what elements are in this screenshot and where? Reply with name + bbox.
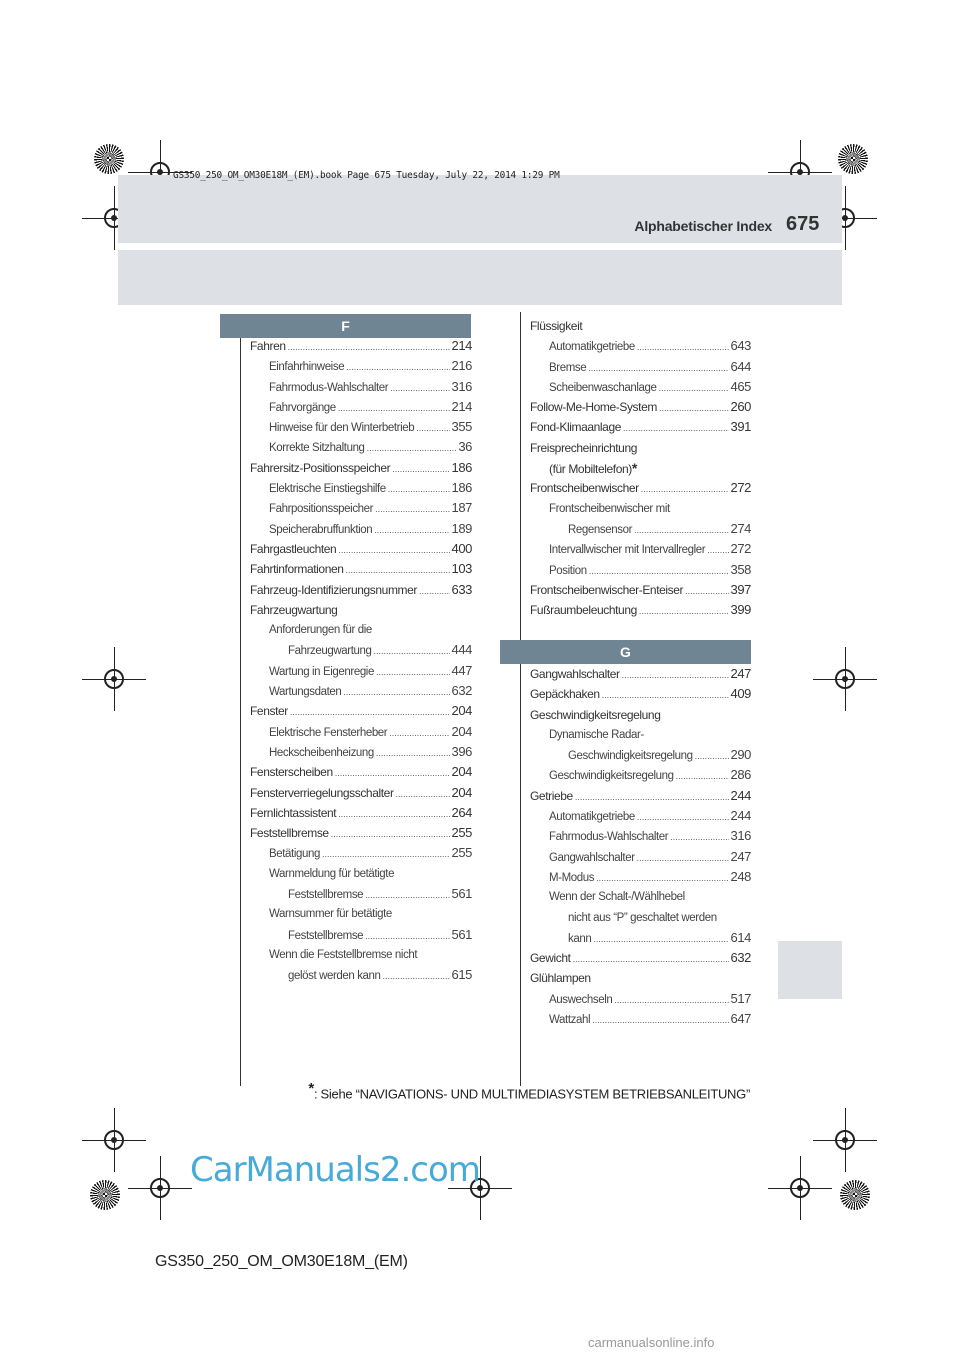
index-entry-page: 247 xyxy=(730,848,751,864)
index-entry xyxy=(530,539,751,559)
index-entry-page: 633 xyxy=(451,581,472,597)
index-entry-label: Follow-Me-Home-System xyxy=(530,400,657,415)
index-entry-page: 561 xyxy=(451,886,472,902)
index-entry xyxy=(250,417,472,437)
index-entry-label: Wartungsdaten xyxy=(269,686,342,699)
index-entry xyxy=(530,397,751,417)
index-entry-page: 399 xyxy=(730,602,751,618)
index-entry xyxy=(530,968,751,988)
footer-code: GS350_250_OM_OM30E18M_(EM) xyxy=(155,1253,408,1270)
page-title: Alphabetischer Index xyxy=(634,218,772,234)
dot-leader xyxy=(592,1010,728,1030)
index-entry xyxy=(250,762,472,782)
index-entry xyxy=(530,867,751,887)
index-entry-label: Anforderungen für die xyxy=(269,624,372,637)
index-entry-page: 244 xyxy=(730,808,751,824)
index-entry xyxy=(250,722,472,742)
index-entry-label: Position xyxy=(549,564,587,577)
index-entry-label: Heckscheibenheizung xyxy=(269,746,374,759)
dot-leader xyxy=(396,784,450,804)
index-entry-label: Fußraumbeleuchtung xyxy=(530,603,637,618)
index-entry xyxy=(250,965,472,985)
dot-leader xyxy=(335,763,450,783)
index-entry xyxy=(530,417,751,437)
index-entry-label: Gangwahlschalter xyxy=(549,851,635,864)
index-entry-page: 409 xyxy=(730,686,751,702)
index-entry-label: Wattzahl xyxy=(549,1014,591,1027)
index-entry xyxy=(250,600,472,620)
section-header-g: G xyxy=(500,640,751,664)
index-entry-page: 186 xyxy=(451,480,472,496)
index-entry-label: Fahrtinformationen xyxy=(250,562,344,577)
index-entry-label: Regensensor xyxy=(568,523,633,536)
registration-sunburst-icon xyxy=(840,1180,870,1210)
index-entry-page: 204 xyxy=(451,723,472,739)
dot-leader xyxy=(390,378,449,398)
index-entry xyxy=(530,600,751,620)
index-entry xyxy=(250,397,472,417)
index-entry-page: 204 xyxy=(451,703,472,719)
index-entry-label: Glühlampen xyxy=(530,971,591,986)
index-entry xyxy=(530,357,751,377)
section-header-f: F xyxy=(220,314,471,338)
index-entry-label: Feststellbremse xyxy=(288,929,364,942)
footnote-star: * xyxy=(308,1080,314,1097)
index-entry-label: Betätigung xyxy=(269,848,320,861)
dot-leader xyxy=(676,766,729,786)
index-entry-label: Fond-Klimaanlage xyxy=(530,420,621,435)
index-entry-label: Gewicht xyxy=(530,951,571,966)
index-entry-page: 255 xyxy=(451,825,472,841)
index-entry-label: Fensterscheiben xyxy=(250,765,333,780)
dot-leader xyxy=(376,662,450,682)
index-entry xyxy=(530,684,751,704)
index-entry-label: Warnmeldung für betätigte xyxy=(269,867,395,880)
index-entry xyxy=(250,701,472,721)
dot-leader xyxy=(375,499,449,519)
index-entry xyxy=(250,945,472,965)
index-entry-label: Feststellbremse xyxy=(288,889,364,902)
index-entry xyxy=(250,803,472,823)
index-entry-label: Gangwahlschalter xyxy=(530,667,620,681)
index-list-f-continued xyxy=(530,316,751,620)
index-entry-page: 358 xyxy=(730,561,751,577)
index-entry xyxy=(250,783,472,803)
index-entry-page: 561 xyxy=(451,926,472,942)
index-entry-label: Fahrmodus-Wahlschalter xyxy=(269,381,389,394)
dot-leader xyxy=(365,885,449,905)
index-entry xyxy=(530,928,751,948)
index-entry xyxy=(530,745,751,765)
index-entry xyxy=(530,948,751,968)
index-entry-label: Fahrpositionsspeicher xyxy=(269,503,374,516)
index-entry-page: 189 xyxy=(451,520,472,536)
index-entry xyxy=(530,336,751,356)
index-entry-label: Korrekte Sitzhaltung xyxy=(269,442,365,455)
registration-sunburst-icon xyxy=(94,144,124,174)
dot-leader xyxy=(388,479,450,499)
footnote-text: : Siehe “NAVIGATIONS- UND MULTIMEDIASYSTEM BETRIEBSANLEITUNG” xyxy=(313,1086,750,1102)
index-entry-page: 391 xyxy=(730,419,751,435)
index-entry-page: 244 xyxy=(730,787,751,803)
index-entry xyxy=(530,519,751,539)
dot-leader xyxy=(637,337,729,357)
index-entry-page: 316 xyxy=(451,378,472,394)
dot-leader xyxy=(338,540,449,560)
dot-leader xyxy=(641,479,729,499)
index-entry-label: Wartung in Eigenregie xyxy=(269,665,374,678)
dot-leader xyxy=(392,459,449,479)
index-entry xyxy=(250,742,472,762)
dot-leader xyxy=(622,665,729,685)
dot-leader xyxy=(367,438,457,458)
index-entry-page: 397 xyxy=(730,581,751,597)
index-entry xyxy=(530,458,751,478)
index-entry-page: 186 xyxy=(451,459,472,475)
index-entry-label: Intervallwischer mit Intervallregler xyxy=(549,544,706,557)
dot-leader xyxy=(637,807,729,827)
index-entry-label: Fenster xyxy=(250,704,288,719)
index-entry-label: (für Mobiltelefon) xyxy=(549,462,632,477)
index-entry xyxy=(250,437,472,457)
carmanuals-watermark: CarManuals2.com xyxy=(190,1150,480,1190)
index-entry-page: 614 xyxy=(730,929,751,945)
index-entry xyxy=(530,705,751,725)
dot-leader xyxy=(389,723,449,743)
index-entry xyxy=(250,458,472,478)
dot-leader xyxy=(338,398,450,418)
index-entry-label: Fahrzeug-Identifizierungsnummer xyxy=(250,582,418,597)
index-thumb-tab xyxy=(778,941,842,999)
footnote-star: * xyxy=(631,460,637,477)
index-entry xyxy=(250,823,472,843)
index-entry xyxy=(250,356,472,376)
dot-leader xyxy=(573,949,729,969)
index-entry xyxy=(250,478,472,498)
dot-leader xyxy=(637,848,729,868)
index-entry-label: Hinweise für den Winterbetrieb xyxy=(269,422,415,435)
index-entry xyxy=(250,377,472,397)
index-entry-label: Gepäckhaken xyxy=(530,687,600,702)
dot-leader xyxy=(575,787,729,807)
index-entry-label: Flüssigkeit xyxy=(530,319,583,333)
index-entry xyxy=(250,904,472,924)
index-entry-page: 187 xyxy=(451,500,472,516)
index-entry-page: 615 xyxy=(451,967,472,983)
index-entry-page: 643 xyxy=(730,338,751,354)
dot-leader xyxy=(331,824,450,844)
index-entry xyxy=(530,847,751,867)
index-entry-page: 274 xyxy=(730,520,751,536)
index-entry-label: Fahrzeugwartung xyxy=(250,602,338,617)
dot-leader xyxy=(365,926,449,946)
index-entry-page: 632 xyxy=(451,683,472,699)
column-rule-middle xyxy=(520,312,521,1086)
index-entry xyxy=(530,478,751,498)
index-entry-page: 286 xyxy=(730,767,751,783)
header-band-lower xyxy=(118,250,842,305)
dot-leader xyxy=(659,398,729,418)
index-entry xyxy=(250,559,472,579)
index-entry-page: 216 xyxy=(451,358,472,374)
index-entry-label: Frontscheibenwischer xyxy=(530,481,639,496)
index-entry-page: 264 xyxy=(451,804,472,820)
index-entry xyxy=(530,580,751,600)
index-entry-label: Freisprecheinrichtung xyxy=(530,440,637,455)
index-entry-page: 465 xyxy=(730,378,751,394)
index-entry xyxy=(530,1009,751,1029)
index-entry-page: 204 xyxy=(451,764,472,780)
dot-leader xyxy=(623,418,729,438)
index-entry-label: Automatikgetriebe xyxy=(549,811,635,824)
dot-leader xyxy=(639,601,729,621)
dot-leader xyxy=(416,418,449,438)
index-entry-label: M-Modus xyxy=(549,871,595,884)
index-entry-label: Geschwindigkeitsregelung xyxy=(530,707,661,722)
dot-leader xyxy=(374,641,450,661)
dot-leader xyxy=(322,844,450,864)
index-entry-page: 647 xyxy=(730,1011,751,1027)
index-entry-page: 103 xyxy=(451,561,472,577)
index-entry-label: Speicherabruffunktion xyxy=(269,523,373,536)
index-entry-label: Fensterverriegelungsschalter xyxy=(250,785,394,800)
index-entry xyxy=(530,826,751,846)
index-entry-label: Frontscheibenwischer-Enteiser xyxy=(530,582,684,597)
index-entry xyxy=(250,620,472,640)
index-entry xyxy=(250,498,472,518)
dot-leader xyxy=(346,560,450,580)
dot-leader xyxy=(614,990,728,1010)
index-entry xyxy=(530,438,751,458)
index-entry-page: 400 xyxy=(451,540,472,556)
index-entry-label: Elektrische Einstiegshilfe xyxy=(269,483,386,496)
index-entry-label: Warnsummer für betätigte xyxy=(269,908,392,921)
index-entry-label: Automatikgetriebe xyxy=(549,341,635,354)
index-entry-label: Elektrische Fensterheber xyxy=(269,726,388,739)
index-entry-label: Getriebe xyxy=(530,788,573,803)
index-entry-label: Auswechseln xyxy=(549,993,613,1006)
index-entry xyxy=(530,377,751,397)
index-entry xyxy=(530,560,751,580)
dot-leader xyxy=(343,682,449,702)
index-entry-page: 247 xyxy=(730,666,751,681)
index-entry-page: 517 xyxy=(730,990,751,1006)
dot-leader xyxy=(707,540,728,560)
index-entry-page: 290 xyxy=(730,747,751,763)
dot-leader xyxy=(634,520,728,540)
dot-leader xyxy=(596,868,728,888)
index-entry xyxy=(530,725,751,745)
dot-leader xyxy=(346,357,449,377)
dot-leader xyxy=(589,561,729,581)
index-entry-label: Fahrzeugwartung xyxy=(288,645,372,658)
dot-leader xyxy=(658,378,728,398)
index-entry-page: 632 xyxy=(730,950,751,966)
dot-leader xyxy=(376,743,450,763)
index-entry-page: 447 xyxy=(451,662,472,678)
index-list-g xyxy=(530,664,751,1029)
dot-leader xyxy=(685,581,728,601)
index-entry-page: 272 xyxy=(730,541,751,557)
index-entry xyxy=(250,336,472,356)
dot-leader xyxy=(593,929,728,949)
index-entry-label: Einfahrhinweise xyxy=(269,361,345,374)
index-entry-page: 316 xyxy=(730,828,751,844)
index-entry-label: Fahrvorgänge xyxy=(269,401,336,414)
index-entry xyxy=(250,925,472,945)
index-entry-page: 248 xyxy=(730,868,751,884)
index-entry-label: Fernlichtassistent xyxy=(250,805,337,820)
index-entry-label: Fahren xyxy=(250,339,286,353)
dot-leader xyxy=(419,581,449,601)
index-entry xyxy=(250,661,472,681)
dot-leader xyxy=(374,520,449,540)
index-entry-label: Feststellbremse xyxy=(250,826,329,841)
index-entry xyxy=(530,908,751,928)
index-entry-page: 204 xyxy=(451,784,472,800)
index-entry xyxy=(530,989,751,1009)
index-entry-page: 644 xyxy=(730,358,751,374)
site-watermark: carmanualsonline.info xyxy=(588,1335,715,1350)
index-entry xyxy=(530,806,751,826)
index-entry-label: Bremse xyxy=(549,361,587,374)
index-entry-label: Fahrgastleuchten xyxy=(250,541,337,556)
index-entry xyxy=(250,640,472,660)
index-entry-label: kann xyxy=(568,932,592,945)
registration-sunburst-icon xyxy=(838,144,868,174)
dot-leader xyxy=(588,358,728,378)
page-number: 675 xyxy=(786,213,820,235)
index-entry xyxy=(250,519,472,539)
index-entry xyxy=(250,843,472,863)
index-entry xyxy=(530,499,751,519)
index-entry-label: Wenn der Schalt-/Wählhebel xyxy=(549,891,685,904)
index-entry-label: Fahrersitz-Positionsspeicher xyxy=(250,460,391,475)
index-entry-page: 396 xyxy=(451,743,472,759)
index-entry-page: 260 xyxy=(730,399,751,415)
index-entry xyxy=(530,887,751,907)
dot-leader xyxy=(670,827,728,847)
index-entry-label: Wenn die Feststellbremse nicht xyxy=(269,948,418,961)
index-entry xyxy=(250,864,472,884)
index-entry-page: 214 xyxy=(451,398,472,414)
dot-leader xyxy=(338,804,449,824)
index-entry-page: 214 xyxy=(451,338,472,353)
index-entry-label: Frontscheibenwischer mit xyxy=(549,502,670,515)
index-entry xyxy=(250,539,472,559)
index-entry xyxy=(250,884,472,904)
index-entry-page: 272 xyxy=(730,480,751,496)
dot-leader xyxy=(383,966,450,986)
dot-leader xyxy=(288,337,450,357)
index-entry xyxy=(530,316,751,336)
index-entry-label: Dynamische Radar- xyxy=(549,728,644,741)
index-entry-label: gelöst werden kann xyxy=(288,970,381,983)
index-entry-page: 36 xyxy=(458,439,472,455)
index-entry xyxy=(250,681,472,701)
index-entry xyxy=(250,580,472,600)
index-entry-label: Geschwindigkeitsregelung xyxy=(549,770,674,783)
index-entry-label: Geschwindigkeitsregelung xyxy=(568,750,693,763)
index-entry xyxy=(530,765,751,785)
dot-leader xyxy=(695,746,729,766)
footnote xyxy=(200,1080,750,1101)
index-entry xyxy=(530,664,751,684)
registration-sunburst-icon xyxy=(90,1180,120,1210)
index-entry-page: 255 xyxy=(451,845,472,861)
dot-leader xyxy=(602,685,729,705)
book-meta: GS350_250_OM_OM30E18M_(EM).book Page 675 Tuesday, July 22, 2014 1:29 PM xyxy=(173,170,560,181)
index-list-f xyxy=(250,336,472,986)
dot-leader xyxy=(290,702,450,722)
index-entry-page: 355 xyxy=(451,419,472,435)
index-entry-label: Scheibenwaschanlage xyxy=(549,381,657,394)
index-entry xyxy=(530,786,751,806)
index-entry-label: nicht aus “P” geschaltet werden xyxy=(568,911,717,924)
index-entry-label: Fahrmodus-Wahlschalter xyxy=(549,831,669,844)
column-rule-left xyxy=(240,330,241,1086)
index-entry-page: 444 xyxy=(451,642,472,658)
